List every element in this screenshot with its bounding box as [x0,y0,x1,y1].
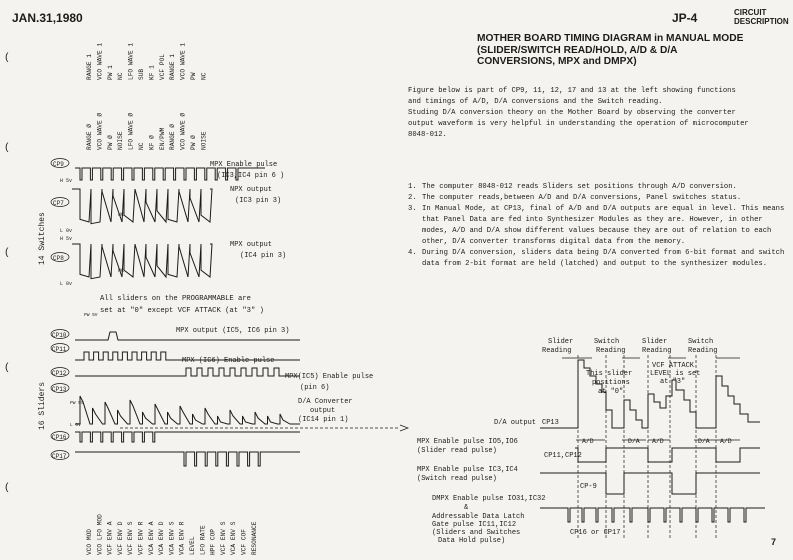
mpx-switch-enable-waveform [540,473,760,494]
vertical-label: RESONANCE [250,521,258,555]
vertical-label: VCF ENV S [127,521,135,555]
binding-mark: ( [4,53,11,64]
title-line-1: MOTHER BOARD TIMING DIAGRAM in MANUAL MODE [477,33,744,44]
anno-mpx-output-ic: (IC4 pin 3) [240,252,287,260]
switch-reading-label: Switch [688,338,714,346]
title-line-2: (SLIDER/SWITCH READ/HOLD, A/D & D/A [477,44,678,56]
vertical-label: NC [138,142,145,150]
anno-dac-output-3: (IC14 pin 1) [298,416,349,424]
vertical-label: VCO MOD [86,529,93,555]
page-id: JP-4 [672,11,698,25]
anno-npx-output-ic: (IC3 pin 3) [235,197,282,205]
vertical-label: KF Ø [148,135,156,150]
vertical-label: NOISE [117,131,125,150]
slider-position-label: at "0" [598,388,624,396]
slider-reading-label: Reading [642,347,672,355]
cp11-12-label: CP11,CP12 [544,452,582,460]
vertical-label: VCO LFO MOD [96,514,104,555]
cp-label: CP8 [53,255,64,262]
vertical-label: VCF POL [158,54,166,80]
anno-mpx-output: MPX output [230,241,273,249]
dmpx-label: Gate pulse IC11,IC12 [432,521,517,529]
voltage-high: H 5v [60,178,73,184]
anno-mpx-ic5-enable: MPX(IC5) Enable pulse [285,373,374,381]
dmpx-label: Data Hold pulse) [438,537,506,545]
anno-dac-output-2: output [310,407,336,415]
intro-line: 8048-012. [408,131,447,139]
vertical-label: RANGE Ø [86,124,93,150]
step-number: 2. [408,194,417,202]
vertical-label: VCA ENV S [168,521,176,555]
vertical-label: LFO WAVE 1 [127,42,135,80]
cp13-label: CP13 [542,419,559,427]
vertical-label: VCF ENV R [137,521,145,555]
vertical-label: EN/PWM [158,127,166,150]
vertical-label: VCA ENV A [147,521,155,555]
switch-reading-label: Switch [594,338,620,346]
voltage-pw: PW 5V [84,313,98,318]
cp-label: CP16 [52,434,67,441]
slider-position-label: This slider [586,370,633,378]
da-output-label: D/A output [494,419,537,427]
vertical-label: PW Ø [190,135,197,150]
slider-reading-label: Reading [542,347,572,355]
vertical-label: RANGE 1 [169,54,177,80]
group-label-switches: 14 Switches [38,212,47,265]
mpx-slider-enable-waveform [575,448,760,462]
dmpx-label: & [464,504,469,512]
cp-label: CP10 [52,332,67,339]
slider-reading-label: Slider [548,338,574,346]
vertical-label: VCA ENV R [178,521,186,555]
vcf-attack-label: LEVEL is set [650,370,701,378]
voltage-low: L 0V [70,423,81,428]
step-text: The computer 8048-012 reads Sliders set positions through A/D conversion. [422,183,737,191]
vertical-label: VCO WAVE 1 [179,42,187,80]
voltage-high: H 5v [60,236,73,242]
slider-reading-label: Slider [642,338,668,346]
vertical-label: VCF ENV A [106,521,114,555]
document-date: JAN.31,1980 [12,11,83,25]
anno-mpx-ic5-pin: (pin 6) [300,384,330,392]
vertical-label: VCO WAVE Ø [179,112,187,150]
step-number: 4. [408,249,417,257]
anno-note-line-2: set at "0" except VCF ATTACK (at "3" ) [100,307,264,315]
vertical-label: NC [117,72,125,80]
binding-mark: ( [4,483,11,494]
intro-line: Figure below is part of CP9, 11, 12, 17 and 13 at the left showing functions [408,87,736,95]
vertical-label: PW 1 [106,65,114,80]
da-marker: D/A [698,438,710,445]
vertical-label: SUB [138,68,145,80]
cp16-17-label: CP16 or CP17 [570,529,621,537]
vertical-label: VCA ENV S [230,521,238,555]
vertical-label: VCF ENV D [116,521,124,555]
section-line-1: CIRCUIT [734,8,767,17]
vcf-attack-label: VCF ATTACK [652,362,695,370]
cp-label: CP12 [52,370,67,377]
vertical-label: VCO WAVE Ø [96,112,104,150]
page-number: 7 [771,537,777,547]
mpx-switch-enable-label: MPX Enable pulse IC3,IC4 [417,466,518,474]
vertical-label: LFO WAVE Ø [127,112,135,150]
step-text: The computer reads,between A/D and D/A conversions, Panel switches status. [422,194,742,202]
mpx-slider-enable-label: (Slider read pulse) [417,447,497,455]
dmpx-label: DMPX Enable pulse IO31,IC32 [432,495,546,503]
ad-marker: A/D [720,438,732,445]
vertical-label: KF 1 [148,65,156,80]
group-label-sliders: 16 Sliders [38,381,47,430]
ad-marker: A/D [582,438,594,445]
vertical-label: NOISE [200,131,208,150]
cp-label: CP13 [52,386,67,393]
mpx-switch-enable-label: (Switch read pulse) [417,475,497,483]
binding-mark: ( [4,363,11,374]
vertical-label: LEVEL [189,536,196,555]
mpx-slider-enable-label: MPX Enable pulse IO5,IO6 [417,438,518,446]
vertical-label: LFO RATE [199,525,207,555]
vertical-label: VCA ENV D [158,521,166,555]
vcf-attack-label: at "3" [660,378,686,386]
anno-mpx-ic6-enable: MPX (IC6) Enable pulse [182,357,275,365]
switch-reading-label: Reading [596,347,626,355]
cp-label: CP11 [52,346,67,353]
dmpx-label: (Sliders and Switches [432,529,521,537]
slider-position-label: positions [592,379,630,387]
cp-label: CP17 [52,453,67,460]
cp-label: CP7 [53,200,64,207]
vertical-label: PW Ø [106,135,114,150]
cp-label: CP9 [53,161,64,168]
step-text: During D/A conversion, sliders data being D/A converted from 6-bit format and switch data from 2-bit format are held (latched) and output to the synthesizer modules. [422,249,785,268]
voltage-low: L 0v [60,228,73,234]
ad-marker: A/D [652,438,664,445]
vertical-label: VCF COF [240,529,248,555]
binding-mark: ( [4,143,11,154]
vertical-label: VCO WAVE 1 [96,42,104,80]
anno-nc: NC [118,212,125,218]
vertical-label: NC [200,72,208,80]
intro-line: output waveform is very helpful in understanding the operation of microcomputer [408,120,749,128]
vertical-label: HPF COP [209,529,217,555]
step-text: In Manual Mode, at CP13, final of A/D and D/A outputs are equal in level. This means that Panel Data are fed into Synthesizer Modules as they are. However, in other modes, A/D and D/A show different values because they are out of relation to each other, D/A converter transforms digital data from the memory. [422,205,785,246]
vertical-label: RANGE Ø [169,124,177,150]
cp9-label: CP-9 [580,483,597,491]
voltage-low: L 0v [60,281,73,287]
step-number: 1. [408,183,417,191]
step-number: 3. [408,205,417,213]
title-line-3: CONVERSIONS, MPX and DMPX) [477,56,637,67]
anno-mpx-enable: MPX Enable pulse [210,161,278,169]
vertical-label: PW [190,72,197,80]
anno-dac-output: D/A Converter [298,398,353,406]
section-line-2: DESCRIPTION [734,17,789,26]
intro-line: Studing D/A conversion theory on the Mother Board by observing the converter [408,109,736,117]
anno-mpx-output-ic56: MPX output (IC5, IC6 pin 3) [176,327,290,335]
binding-mark: ( [4,248,11,259]
switch-reading-label: Reading [688,347,718,355]
anno-nc: NC [118,268,125,274]
anno-npx-output: NPX output [230,186,273,194]
anno-note-line-1: All sliders on the PROGRAMMABLE are [100,295,251,303]
vertical-label: RANGE 1 [86,54,93,80]
anno-mpx-enable-ic: (IC3,IC4 pin 6 ) [217,172,285,180]
voltage-pw: PW 5V [70,401,84,406]
dmpx-waveform [540,508,765,522]
intro-line: and timings of A/D, D/A conversions and the Switch reading. [408,98,663,106]
dmpx-label: Addressable Data Latch [432,513,525,521]
vertical-label: VCF ENV S [219,521,227,555]
da-marker: D/A [628,438,640,445]
